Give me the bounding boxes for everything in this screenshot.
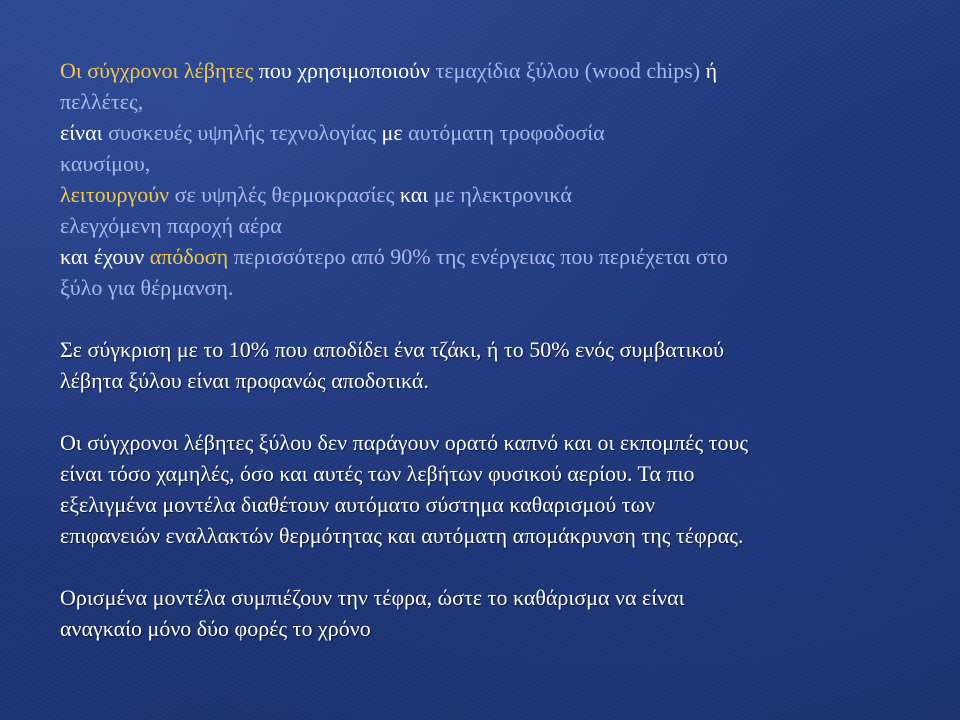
text-line: Σε σύγκριση με το 10% που αποδίδει ένα τζάκι, ή το 50% ενός συμβατικού	[60, 337, 724, 362]
body-text: που χρησιμοποιούν	[253, 58, 436, 83]
emphasis-text: ξύλο για θέρμανση.	[60, 275, 234, 300]
emphasis-text: σε υψηλές θερμοκρασίες	[169, 182, 395, 207]
text-line: αναγκαίο μόνο δύο φορές το χρόνο	[60, 616, 371, 641]
paragraph-comparison	[60, 334, 910, 396]
emphasis-text: πελλέτες,	[60, 89, 144, 114]
text-line: Ορισμένα μοντέλα συμπιέζουν την τέφρα, ώστε το καθάρισμα να είναι	[60, 585, 685, 610]
text-line: είναι τόσο χαμηλές, όσο και αυτές των λεβήτων φυσικού αερίου. Τα πιο	[60, 461, 695, 486]
text-line	[60, 272, 910, 303]
text-line	[60, 241, 910, 272]
text-line: εξελιγμένα μοντέλα διαθέτουν αυτόματο σύστημα καθαρισμού των	[60, 492, 656, 517]
text-line	[60, 117, 910, 148]
body-text: είναι	[60, 120, 109, 145]
emphasis-text: της ενέργειας που περιέχεται στο	[430, 244, 728, 269]
body-text: ή	[700, 58, 718, 83]
emphasis-text: με ηλεκτρονικά	[433, 182, 572, 207]
text-line	[60, 179, 910, 210]
paragraph-spacer	[60, 396, 910, 427]
paragraph-spacer	[60, 303, 910, 334]
text-line	[60, 86, 910, 117]
text-line: λέβητα ξύλου είναι προφανώς αποδοτικά.	[60, 368, 429, 393]
paragraph-boilers-intro	[60, 55, 910, 303]
slide-content	[60, 55, 910, 644]
text-line	[60, 55, 910, 86]
emphasis-text: περισσότερο από 90%	[228, 244, 431, 269]
text-line	[60, 210, 910, 241]
paragraph-spacer	[60, 551, 910, 582]
body-text: με	[376, 120, 409, 145]
paragraph-ash	[60, 582, 910, 644]
emphasis-text: αυτόματη τροφοδοσία	[408, 120, 605, 145]
emphasis-text: ελεγχόμενη παροχή αέρα	[60, 213, 282, 238]
highlight-text: απόδοση	[149, 244, 229, 269]
text-line: επιφανειών εναλλακτών θερμότητας και αυτόματη απομάκρυνση της τέφρας.	[60, 523, 744, 548]
body-text: και	[394, 182, 434, 207]
text-line	[60, 148, 910, 179]
highlight-text: λειτουργούν	[60, 182, 170, 207]
text-line: Οι σύγχρονοι λέβητες ξύλου δεν παράγουν ορατό καπνό και οι εκπομπές τους	[60, 430, 749, 455]
paragraph-emissions	[60, 427, 910, 551]
emphasis-text: καυσίμου,	[60, 151, 151, 176]
body-text: και έχουν	[60, 244, 150, 269]
emphasis-text: τεμαχίδια ξύλου (wood chips)	[435, 58, 701, 83]
emphasis-text: συσκευές υψηλής τεχνολογίας	[108, 120, 377, 145]
highlight-text: Οι σύγχρονοι λέβητες	[60, 58, 254, 83]
